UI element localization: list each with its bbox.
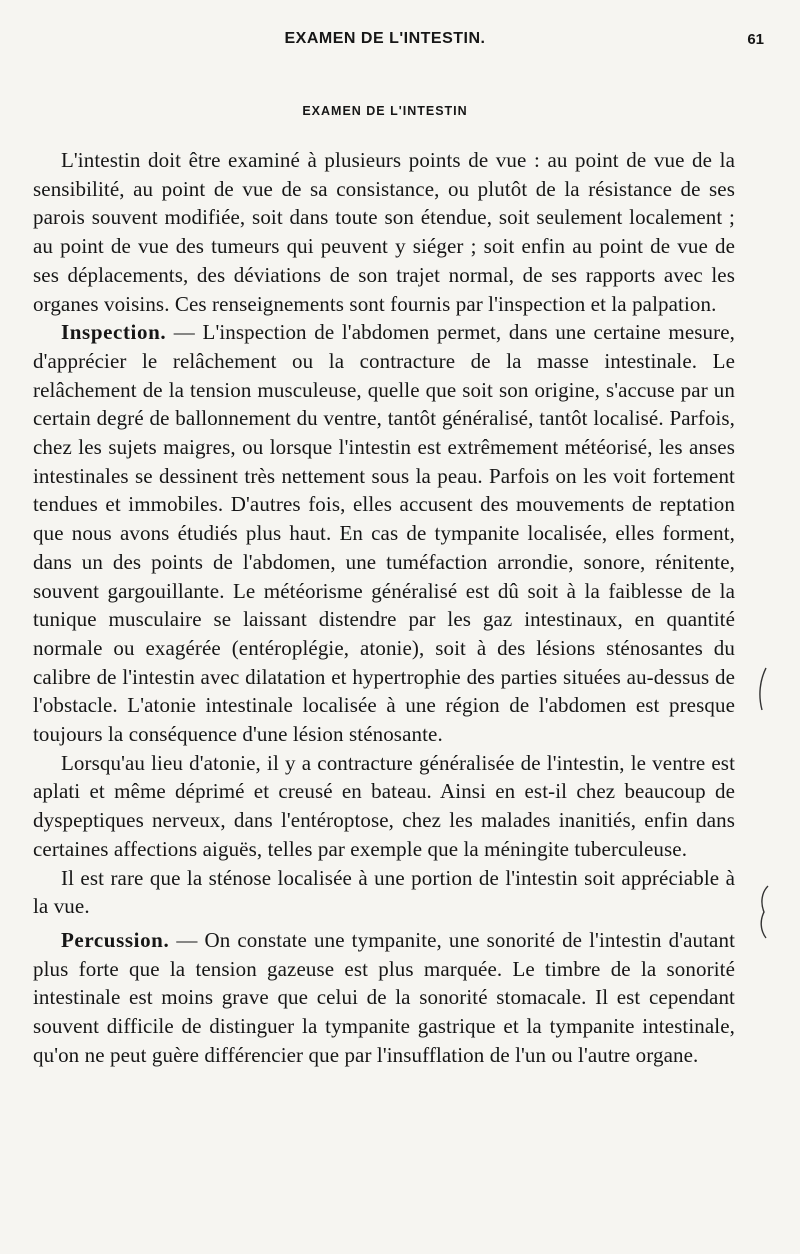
run-in-heading-inspection: Inspection. xyxy=(61,320,167,345)
paragraph-text: Lorsqu'au lieu d'atonie, il y a contracture généralisée de l'intestin, le ventre est aplati et même déprimé et creusé en bateau. Ainsi en est-il chez beaucoup de dyspeptiques nerveux, dans l'entéroptose, chez les malades inanitiés, enfin dans certaines affections aiguës, telles par exemple que la méningite tuberculeuse. xyxy=(33,750,735,861)
running-head xyxy=(0,30,800,56)
margin-bracket-mark xyxy=(760,668,766,710)
paragraph-contracture xyxy=(33,749,735,864)
margin-pencil-marks xyxy=(748,640,788,960)
body-text xyxy=(33,146,735,1070)
paragraph-text: — L'inspection de l'abdomen permet, dans une certaine mesure, d'apprécier le relâchement ou la contracture de la masse intestinale. Le relâchement de la tension musculeuse, quelle que soit son origine, s'accuse par un certain degré de ballonnement du ventre, tantôt généralisé, tantôt localisé. Parfois, chez les sujets maigres, ou lorsque l'intestin est extrêmement météorisé, les anses intestinales se dessinent très nettement sous la peau. Parfois on les voit fortement tendues et immobiles. D'autres fois, elles accusent des mouvements de reptation que nous avons étudiés plus haut. En cas de tympanite localisée, elles forment, dans un des points de l'abdomen, une tuméfaction arrondie, sonore, rénitente, souvent gargouillante. Le météorisme généralisé est dû soit à la faiblesse de la tunique musculaire se laissant distendre par les gaz intestinaux, en quantité normale ou exagérée (entéroplégie, atonie), soit à des lésions sténosantes du calibre de l'intestin avec dilatation et hypertrophie des parties situées au-dessus de l'obstacle. L'atonie intestinale localisée à une région de l'abdomen est presque toujours la conséquence d'une lésion sténosante. xyxy=(33,320,735,747)
paragraph-text: L'intestin doit être examiné à plusieurs points de vue : au point de vue de la sensibilité, au point de vue de sa consistance, ou plutôt de la résistance de ses parois souvent modifiée, soit dans toute son étendue, soit seulement localement ; au point de vue des tumeurs qui peuvent y siéger ; soit enfin au point de vue de ses déplacements, des déviations de son trajet normal, de ses rapports avec les organes voisins. Ces renseignements sont fournis par l'inspection et la palpation. xyxy=(33,148,735,316)
running-title: EXAMEN DE L'INTESTIN. xyxy=(284,30,486,47)
paragraph-intro xyxy=(33,146,735,318)
paragraph-stenose xyxy=(33,864,735,921)
paragraph-percussion xyxy=(33,926,735,1070)
margin-bracket-mark xyxy=(761,886,768,938)
run-in-heading-percussion: Percussion. xyxy=(61,927,170,952)
paragraph-text: Il est rare que la sténose localisée à une portion de l'intestin soit appréciable à la vue. xyxy=(33,865,735,919)
paragraph-inspection xyxy=(33,318,735,749)
section-title: EXAMEN DE L'INTESTIN xyxy=(302,104,468,118)
paragraph-text: — On constate une tympanite, une sonorité de l'intestin d'autant plus forte que la tension gazeuse est plus marquée. Le timbre de la sonorité intestinale est moins grave que celui de la sonorité stomacale. Il est cependant souvent difficile de distinguer la tympanite gastrique et la tympanite intestinale, qu'on ne peut guère différencier que par l'insufflation de l'un ou l'autre organe. xyxy=(33,927,735,1067)
page-number: 61 xyxy=(747,31,764,48)
